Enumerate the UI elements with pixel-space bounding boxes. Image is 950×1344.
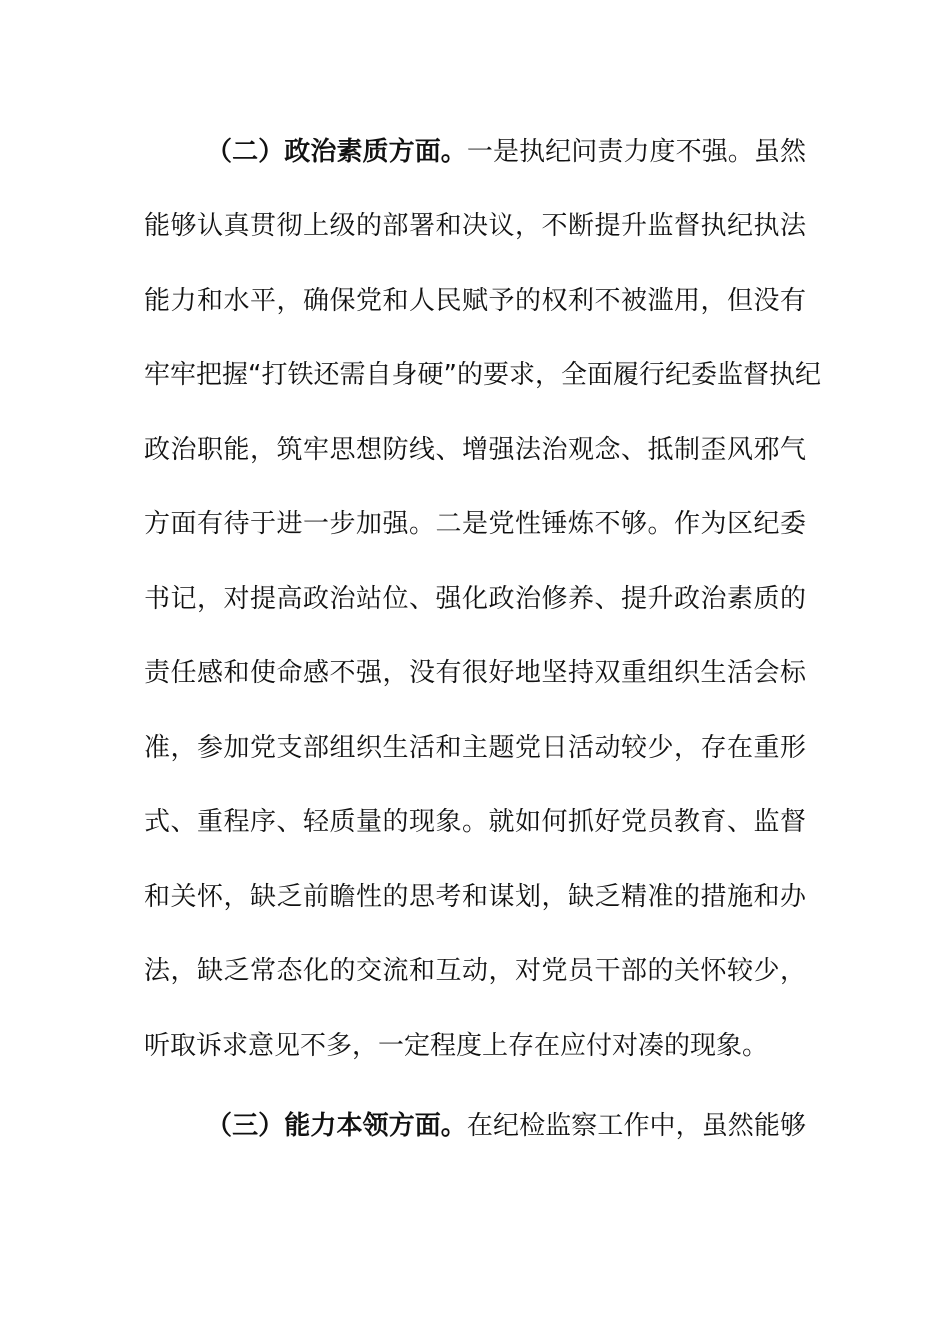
- paragraph-2-first-line-text: 一是执纪问责力度不强。虽然: [466, 137, 806, 167]
- paragraph-2-line: 式、重程序、轻质量的现象。就如何抓好党员教育、监督: [144, 807, 806, 837]
- paragraph-2-last-line: 听取诉求意见不多，一定程度上存在应付对凑的现象。: [144, 1031, 769, 1061]
- paragraph-2-line: 政治职能，筑牢思想防线、增强法治观念、抵制歪风邪气: [144, 435, 806, 465]
- paragraph-2-line: 准，参加党支部组织生活和主题党日活动较少，存在重形: [144, 733, 806, 763]
- paragraph-2-line: 责任感和使命感不强，没有很好地坚持双重组织生活会标: [144, 658, 806, 688]
- paragraph-2-line: 方面有待于进一步加强。二是党性锤炼不够。作为区纪委: [144, 509, 806, 539]
- paragraph-2-line: 和关怀，缺乏前瞻性的思考和谋划，缺乏精准的措施和办: [144, 882, 806, 912]
- paragraph-2-heading: （二）政治素质方面。: [206, 137, 467, 167]
- paragraph-2-first-line: [144, 132, 806, 172]
- paragraph-3-heading: （三）能力本领方面。: [206, 1111, 467, 1141]
- paragraph-2-line: 牢牢把握“打铁还需自身硬”的要求，全面履行纪委监督执纪: [144, 360, 821, 390]
- paragraph-2-line: 书记，对提高政治站位、强化政治修养、提升政治素质的: [144, 584, 806, 614]
- paragraph-3-first-line: [144, 1106, 806, 1146]
- paragraph-2-line: 能够认真贯彻上级的部署和决议，不断提升监督执纪执法: [144, 211, 806, 241]
- paragraph-2-line: 能力和水平，确保党和人民赋予的权利不被滥用，但没有: [144, 286, 806, 316]
- paragraph-2-line: 法，缺乏常态化的交流和互动，对党员干部的关怀较少，: [144, 956, 806, 986]
- paragraph-3-first-line-text: 在纪检监察工作中，虽然能够: [466, 1111, 806, 1141]
